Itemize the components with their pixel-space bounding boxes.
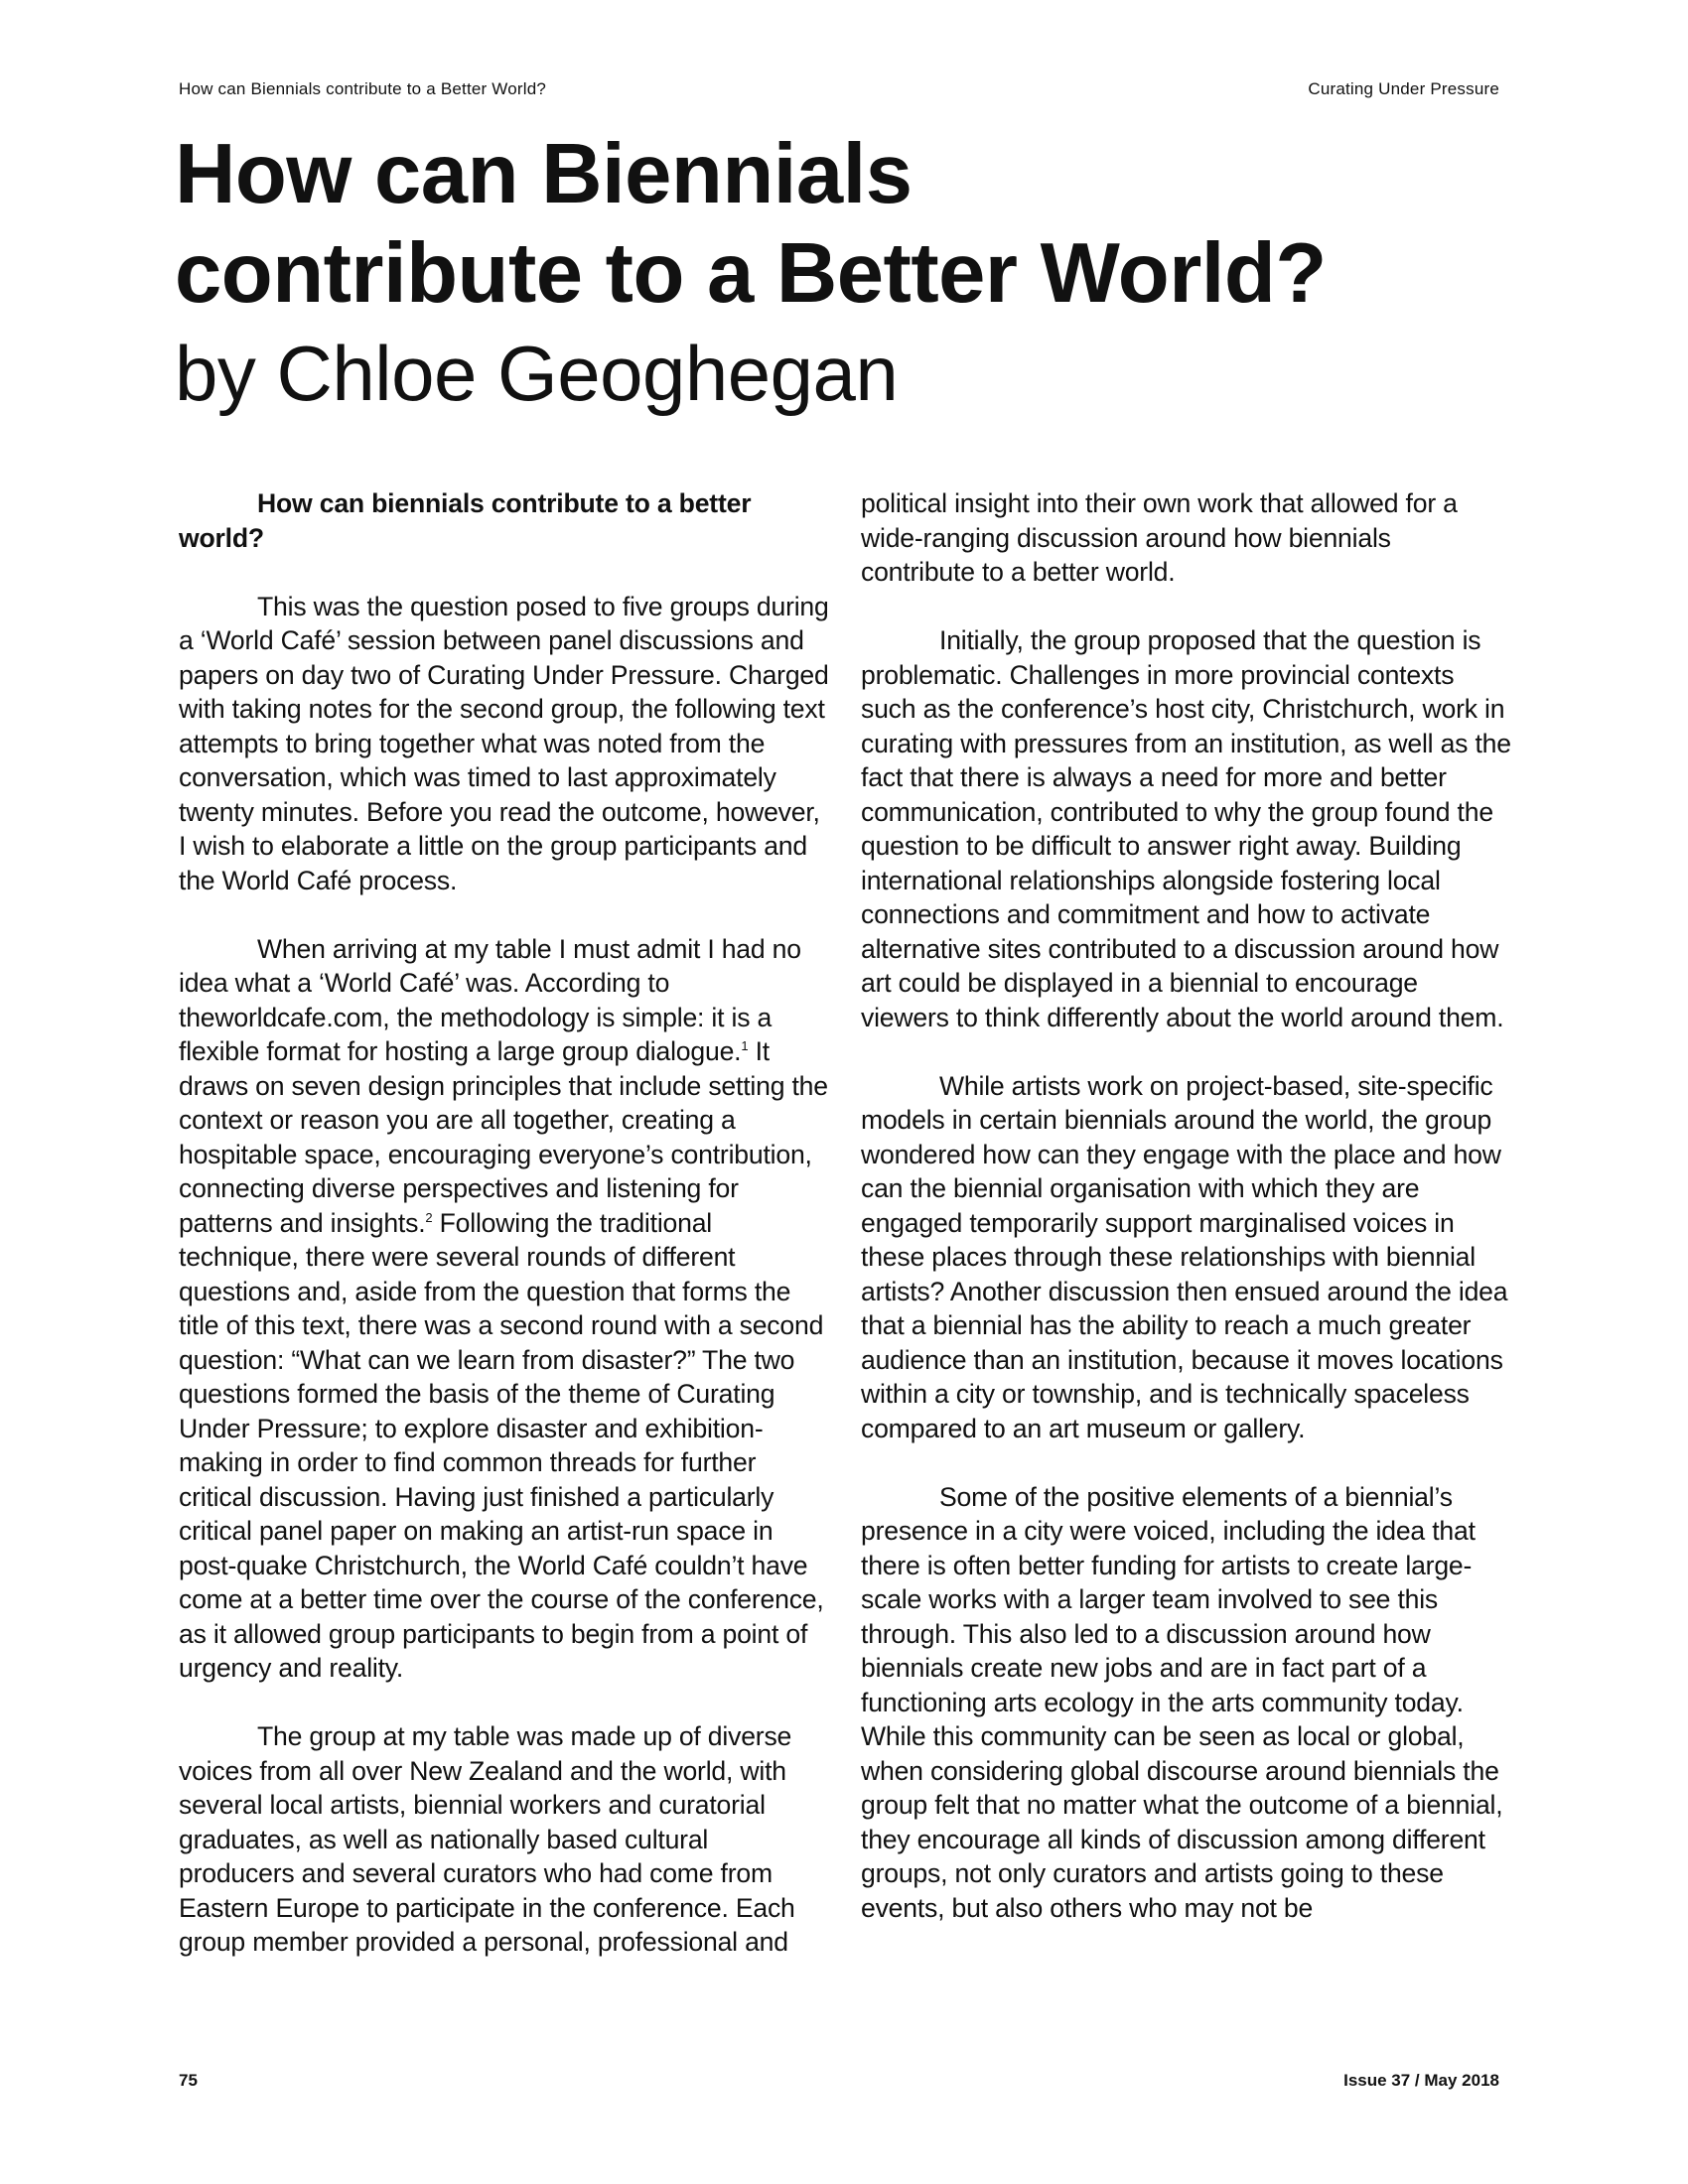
- article-title-line-1: How can Biennials: [175, 127, 913, 221]
- running-header-article-title: How can Biennials contribute to a Better World?: [179, 79, 547, 98]
- running-header: [179, 79, 1499, 105]
- body-paragraph-continuation: political insight into their own work that allowed for a wide-ranging discussion around how biennials contribute to a better world.: [861, 488, 1458, 587]
- body-paragraph: Some of the positive elements of a biennial’s presence in a city were voiced, including the idea that there is often better funding for artists to create large-scale works with a larger team involved to see this through. This also led to a discussion around how biennials create new jobs and are in fact part of a functioning arts ecology in the arts community today. While this community can be seen as local or global, when considering global discourse around biennials the group felt that no matter what the outcome of a biennial, they encourage all kinds of discussion among different groups, not only curators and artists going to these events, but also others who may not be: [861, 1481, 1503, 1923]
- body-paragraph: [179, 932, 829, 1686]
- article-title: [175, 125, 1525, 324]
- body-paragraph: While artists work on project-based, site-specific models in certain biennials around the world, the group wondered how can they engage with the place and how can the biennial organisation with which they are engaged temporarily support marginalised voices in these places through these relationships with biennial artists? Another discussion then ensued around the idea that a biennial has the ability to reach a much greater audience than an institution, because it moves locations within a city or township, and is technically spaceless compared to an art museum or gallery.: [861, 1070, 1508, 1443]
- body-paragraph: The group at my table was made up of diverse voices from all over New Zealand and the world, with several local artists, biennial workers and curatorial graduates, as well as nationally based cultural producers and several curators who had come from Eastern Europe to participate in the conference. Each group member provided a personal, professional and: [179, 1721, 795, 1957]
- body-paragraph: This was the question posed to five groups during a ‘World Café’ session between panel discussions and papers on day two of Curating Under Pressure. Charged with taking notes for the second group, the following text attempts to bring together what was noted from the conversation, which was timed to last approximately twenty minutes. Before you read the outcome, however, I wish to elaborate a little on the group participants and the World Café process.: [179, 591, 829, 895]
- footnote-marker[interactable]: 2: [425, 1209, 433, 1225]
- page-number: 75: [179, 2071, 198, 2090]
- footnote-marker[interactable]: 1: [741, 1038, 749, 1054]
- issue-info: Issue 37 / May 2018: [1343, 2071, 1499, 2090]
- article-title-line-2: contribute to a Better World?: [175, 226, 1327, 321]
- left-text-column: [179, 486, 829, 1960]
- body-text: Following the traditional technique, there were several rounds of different questions and, aside from the question that forms the title of this text, there was a second round with a second question: “What can we learn from disaster?” The two questions formed the basis of the theme of Curating Under Pressure; to explore disaster and exhibition-making in order to find common threads for further critical discussion. Having just finished a particularly critical panel paper on making an artist-run space in post-quake Christchurch, the World Café couldn’t have come at a better time over the course of the conference, as it allowed group participants to begin from a point of urgency and reality.: [179, 1207, 824, 1683]
- body-paragraph: Initially, the group proposed that the question is problematic. Challenges in more provincial contexts such as the conference’s host city, Christchurch, work in curating with pressures from an institution, as well as the fact that there is always a need for more and better communication, contributed to why the group found the question to be difficult to answer right away. Building international relationships alongside fostering local connections and commitment and how to activate alternative sites contributed to a discussion around how art could be displayed in a biennial to encourage viewers to think differently about the world around them.: [861, 625, 1511, 1032]
- author-byline: by Chloe Geoghegan: [175, 330, 899, 417]
- running-header-publication-title: Curating Under Pressure: [1308, 79, 1499, 98]
- body-text: It draws on seven design principles that include setting the context or reason you are all together, creating a hospitable space, encouraging everyone’s contribution, connecting diverse perspectives and listening for patterns and insights.: [179, 1036, 828, 1238]
- article-title-block: [175, 125, 1525, 423]
- page-footer: [179, 2071, 1499, 2097]
- right-text-column: [861, 486, 1511, 1925]
- body-text: When arriving at my table I must admit I had no idea what a ‘World Café’ was. According to theworldcafe.com, the methodology is simple: it is a flexible format for hosting a large group dialogue.: [179, 933, 801, 1066]
- lead-question: How can biennials contribute to a better world?: [179, 488, 752, 553]
